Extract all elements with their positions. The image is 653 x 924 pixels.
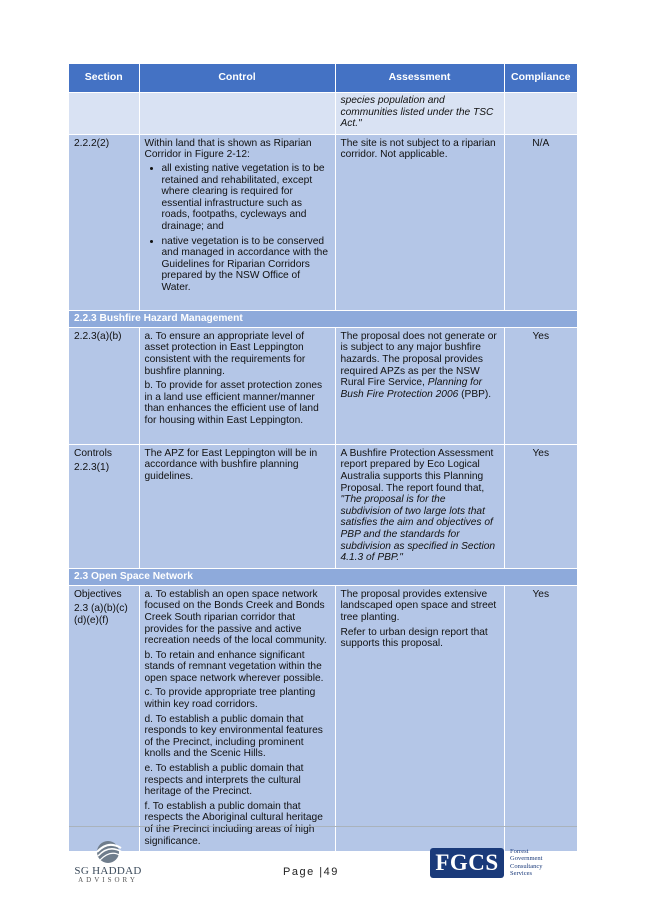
control-text: c. To provide appropriate tree planting within key road corridors. [144, 687, 316, 711]
compliance-cell: Yes [504, 585, 577, 851]
control-text: e. To establish a public domain that respects and interprets the cultural heritage of the Precinct. [144, 763, 304, 798]
globe-icon [91, 838, 125, 864]
control-text: a. To ensure an appropriate level of asset protection in East Leppington consistent with the requirements for bushfire planning. [144, 330, 306, 377]
footer-divider [69, 826, 577, 827]
sg-haddad-logo [70, 838, 146, 888]
sg-haddad-name: SG HADDAD [74, 865, 142, 877]
section-heading-row [69, 568, 577, 585]
control-cell [139, 134, 335, 310]
table-header-row [69, 64, 577, 93]
control-intro: Within land that is shown as Riparian Corridor in Figure 2-12: [144, 137, 312, 161]
compliance-cell: Yes [504, 327, 577, 444]
table-row [69, 585, 577, 851]
control-cell: The APZ for East Leppington will be in accordance with bushfire planning guidelines. [139, 444, 335, 568]
fgcs-logo: FGCS [430, 848, 504, 878]
section-cell: Objectives 2.3 (a)(b)(c)(d)(e)(f) [69, 585, 139, 851]
assessment-cell: The site is not subject to a riparian corridor. Not applicable. [335, 134, 504, 310]
section-heading-row [69, 310, 577, 327]
section-cell: 2.2.2(2) [69, 134, 139, 310]
sg-haddad-sub: ADVISORY [78, 876, 138, 884]
assessment-cell: The proposal does not generate or is subject to any major bushfire hazards. The proposal provides required APZs as per the NSW Rural Fire Service, Planning for Bush Fire Protection 2006 (PBP). [335, 327, 504, 444]
control-text: b. To retain and enhance significant stands of remnant vegetation within the open space network wherever possible. [144, 649, 324, 684]
section-heading: 2.3 Open Space Network [69, 568, 577, 585]
control-text: a. To establish an open space network focused on the Bonds Creek and Bonds Creek South riparian corridor that provides for the passive and active recreation needs of the local community. [144, 588, 327, 647]
fgcs-subtitle: Forrest Government Consultancy Services [510, 848, 543, 878]
header-assessment: Assessment [335, 64, 504, 93]
compliance-cell: N/A [504, 134, 577, 310]
control-text: d. To establish a public domain that responds to key environmental features of the Precinct, including prominent knolls and the Scenic Hills. [144, 713, 323, 760]
controls-table [69, 64, 578, 851]
assessment-cell: A Bushfire Protection Assessment report prepared by Eco Logical Australia supports this Planning Proposal. The report found that, "The proposal is for the subdivision of two large lots that satisfies the aim and objectives of PBP and the standards for subdivision as specified in Section 4.1.3 of PBP." [335, 444, 504, 568]
list-item: • all existing native vegetation is to be retained and rehabilitated, except where clearing is required for essential infrastructure such as roads, footpaths, cycleways and drainage; and [162, 163, 330, 233]
section-cell: 2.2.3(a)(b) [69, 327, 139, 444]
table-row [69, 327, 577, 444]
compliance-cell: Yes [504, 444, 577, 568]
assessment-cell: The proposal provides extensive landscaped open space and street tree planting. Refer to urban design report that supports this proposal. [335, 585, 504, 851]
list-item: • native vegetation is to be conserved and managed in accordance with the Guidelines for Riparian Corridors prepared by the NSW Office of Water. [162, 236, 330, 294]
table-row [69, 93, 577, 135]
header-compliance: Compliance [504, 64, 577, 93]
control-cell [139, 585, 335, 851]
header-section: Section [69, 64, 139, 93]
section-cell: Controls 2.2.3(1) [69, 444, 139, 568]
page-number: Page |49 [283, 866, 339, 878]
table-row [69, 134, 577, 310]
control-cell [139, 327, 335, 444]
control-bullets [145, 163, 330, 294]
table-row [69, 444, 577, 568]
header-control: Control [139, 64, 335, 93]
control-text: b. To provide for asset protection zones in a land use efficient manner/manner than enhances the efficient use of land for housing within East Leppington. [144, 380, 323, 426]
section-heading: 2.2.3 Bushfire Hazard Management [69, 310, 577, 327]
control-text: f. To establish a public domain that respects the Aboriginal cultural heritage of the Precinct including areas of high significance. [144, 800, 323, 847]
assessment-cell: species population and communities listed under the TSC Act." [335, 93, 504, 135]
